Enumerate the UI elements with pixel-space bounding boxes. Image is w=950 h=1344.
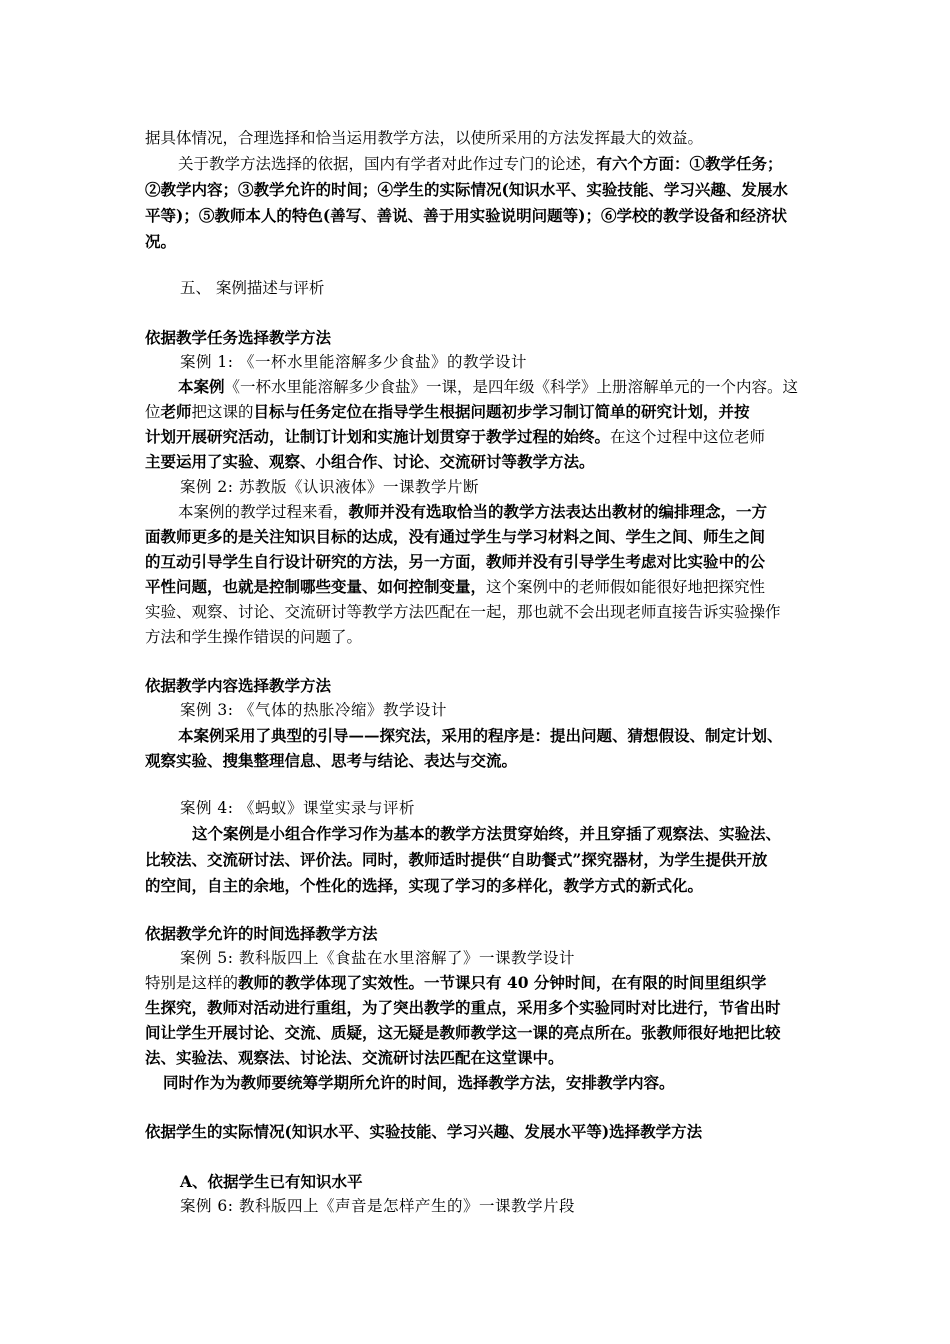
paragraph-line: 这个案例是小组合作学习作为基本的教学方法贯穿始终，并且穿插了观察法、实验法、 [192,824,782,843]
paragraph-line: 本案例采用了典型的引导——探究法，采用的程序是：提出问题、猜想假设、制定计划、 [178,726,783,745]
subsection-heading: 依据教学允许的时间选择教学方法 [145,924,378,943]
paragraph-line: 特别是这样的教师的教学体现了实效性。一节课只有 40 分钟时间，在有限的时间里组织学 [145,973,767,992]
case-title: 案例 6: 教科版四上《声音是怎样产生的》一课教学片段 [180,1197,575,1215]
paragraph-line: 同时作为为教师要统筹学期所允许的时间，选择教学方法，安排教学内容。 [163,1073,675,1092]
paragraph-line: 平等)；⑤教师本人的特色(善写、善说、善于用实验说明问题等)；⑥学校的教学设备和经济状 [145,206,788,225]
subsection-heading: 依据学生的实际情况(知识水平、实验技能、学习兴趣、发展水平等)选择教学方法 [145,1122,703,1141]
paragraph-line: 计划开展研究活动，让制订计划和实施计划贯穿于教学过程的始终。在这个过程中这位老师 [145,427,766,446]
paragraph-line: 比较法、交流研讨法、评价法。同时，教师适时提供“自助餐式”探究器材，为学生提供开放 [145,850,768,869]
paragraph-line: 生探究，教师对活动进行重组，为了突出教学的重点，采用多个实验同时对比进行，节省出时 [145,998,781,1017]
case-title: 案例 5: 教科版四上《食盐在水里溶解了》一课教学设计 [180,949,575,967]
case-title: 案例 4: 《蚂蚁》课堂实录与评析 [180,799,415,817]
paragraph-line: 的互动引导学生自行设计研究的方法，另一方面，教师并没有引导学生考虑对比实验中的公 [145,552,766,571]
paragraph-line: 平性问题，也就是控制哪些变量、如何控制变量，这个案例中的老师假如能很好地把探究性 [145,577,766,596]
paragraph-line: ②教学内容；③教学允许的时间；④学生的实际情况(知识水平、实验技能、学习兴趣、发展水 [145,180,788,199]
section-heading: 五、 案例描述与评析 [180,279,325,297]
paragraph-line: 位老师把这课的目标与任务定位在指导学生根据问题初步学习制订简单的研究计划，并按 [145,402,750,421]
case-title: 案例 3: 《气体的热胀冷缩》教学设计 [180,701,447,719]
paragraph-line: 关于教学方法选择的依据，国内有学者对此作过专门的论述，有六个方面：①教学任务； [178,154,783,173]
paragraph-line: 据具体情况，合理选择和恰当运用教学方法，以使所采用的方法发挥最大的效益。 [145,129,704,147]
paragraph-line: 本案例的教学过程来看，教师并没有选取恰当的教学方法表达出教材的编排理念，一方 [178,502,768,521]
paragraph-line: 实验、观察、讨论、交流研讨等教学方法匹配在一起，那也就不会出现老师直接告诉实验操作 [145,603,781,621]
paragraph-line: 本案例《一杯水里能溶解多少食盐》一课，是四年级《科学》上册溶解单元的一个内容。这 [178,377,799,396]
paragraph-line: 方法和学生操作错误的问题了。 [145,628,363,646]
case-title: 案例 1: 《一杯水里能溶解多少食盐》的教学设计 [180,353,527,371]
case-title: 案例 2: 苏教版《认识液体》一课教学片断 [180,478,479,496]
subsection-heading: 依据教学任务选择教学方法 [145,328,332,347]
paragraph-line: 间让学生开展讨论、交流、质疑，这无疑是教师教学这一课的亮点所在。张教师很好地把比较 [145,1023,781,1042]
paragraph-line: 观察实验、搜集整理信息、思考与结论、表达与交流。 [145,751,518,770]
paragraph-line: 面教师更多的是关注知识目标的达成，没有通过学生与学习材料之间、学生之间、师生之间 [145,527,766,546]
sub-heading: A、依据学生已有知识水平 [180,1172,363,1191]
paragraph-line: 况。 [145,232,177,251]
subsection-heading: 依据教学内容选择教学方法 [145,676,332,695]
paragraph-line: 法、实验法、观察法、讨论法、交流研讨法匹配在这堂课中。 [145,1048,564,1067]
paragraph-line: 的空间，自主的余地，个性化的选择，实现了学习的多样化，教学方式的新式化。 [145,876,704,895]
paragraph-line: 主要运用了实验、观察、小组合作、讨论、交流研讨等教学方法。 [145,452,595,471]
